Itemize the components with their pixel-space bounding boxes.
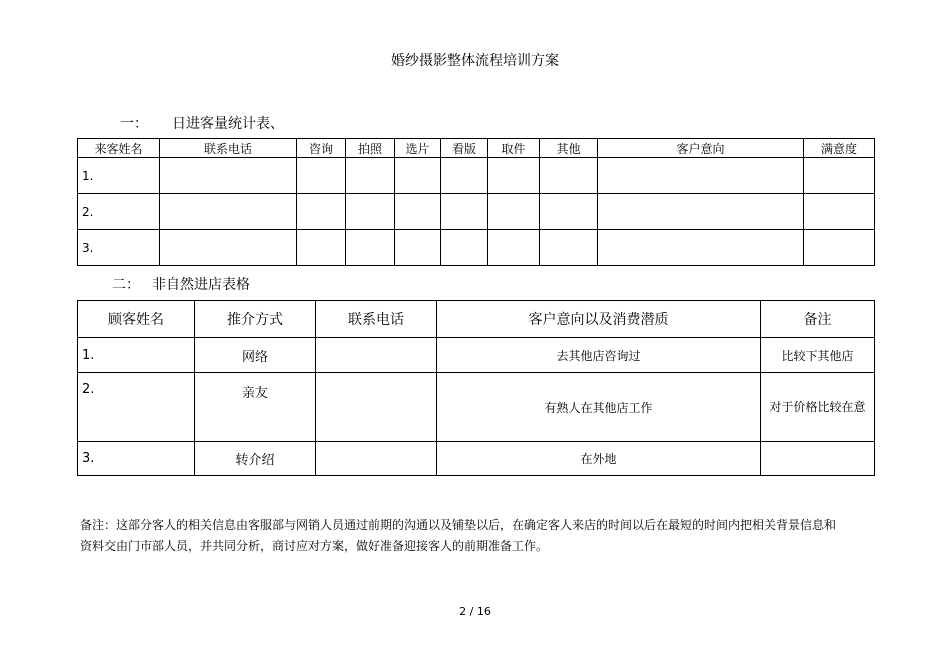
table-header-row [78, 139, 875, 158]
table-row [78, 230, 875, 266]
remark-cell: 对于价格比较在意 [761, 373, 875, 442]
phone-cell [316, 338, 437, 373]
header-cell: 联系电话 [160, 139, 297, 158]
table-row [78, 158, 875, 194]
page-indicator: 2 / 16 [459, 605, 491, 618]
header-cell: 客户意向 [598, 139, 804, 158]
table-row [78, 194, 875, 230]
section-2-number: 二： [112, 277, 140, 293]
header-cell: 满意度 [804, 139, 875, 158]
table-cell [297, 194, 346, 230]
table-cell [395, 158, 441, 194]
table-cell [160, 194, 297, 230]
table-cell [488, 194, 540, 230]
intent-cell: 有熟人在其他店工作 [437, 373, 761, 442]
row-index: 2. [78, 194, 160, 230]
section-1-number: 一： [120, 116, 148, 132]
table-cell [540, 194, 598, 230]
header-cell: 客户意向以及消费潜质 [437, 301, 761, 338]
daily-visitor-table [77, 138, 875, 266]
table-header-row [78, 301, 875, 338]
header-cell: 拍照 [346, 139, 395, 158]
header-cell: 来客姓名 [78, 139, 160, 158]
section-2-text: 非自然进店表格 [152, 277, 250, 293]
row-index: 1. [78, 338, 195, 373]
table-cell [346, 230, 395, 266]
table-cell [540, 230, 598, 266]
table-cell [598, 230, 804, 266]
table-row [78, 338, 875, 373]
referral-method-cell: 转介绍 [195, 442, 316, 476]
intent-cell: 去其他店咨询过 [437, 338, 761, 373]
table-cell [540, 158, 598, 194]
table-cell [598, 194, 804, 230]
row-index: 1. [78, 158, 160, 194]
table-cell [395, 230, 441, 266]
table-cell [804, 158, 875, 194]
header-cell: 顾客姓名 [78, 301, 195, 338]
section-1-heading [120, 113, 284, 133]
table-cell [804, 194, 875, 230]
intent-cell: 在外地 [437, 442, 761, 476]
table-row [78, 442, 875, 476]
row-index: 3. [78, 230, 160, 266]
header-cell: 备注 [761, 301, 875, 338]
table-row [78, 373, 875, 442]
header-cell: 其他 [540, 139, 598, 158]
table-cell [297, 158, 346, 194]
table-cell [346, 158, 395, 194]
phone-cell [316, 373, 437, 442]
table-cell [297, 230, 346, 266]
phone-cell [316, 442, 437, 476]
row-index: 2. [78, 373, 195, 442]
table-cell [160, 230, 297, 266]
table-cell [488, 158, 540, 194]
table-cell [804, 230, 875, 266]
header-cell: 联系电话 [316, 301, 437, 338]
referral-visitor-table [77, 300, 875, 476]
section-2-heading [112, 274, 250, 294]
header-cell: 看版 [441, 139, 488, 158]
table-cell [441, 158, 488, 194]
document-title: 婚纱摄影整体流程培训方案 [391, 53, 559, 69]
table-cell [346, 194, 395, 230]
note-paragraph: 备注：这部分客人的相关信息由客服部与网销人员通过前期的沟通以及铺垫以后，在确定客人来店的时间以后在最短的时间内把相关背景信息和资料交由门市部人员，并共同分析，商讨应对方案，做好准备迎接客人的前期准备工作。 [80, 518, 837, 553]
table-cell [598, 158, 804, 194]
remark-cell [761, 442, 875, 476]
remark-cell: 比较下其他店 [761, 338, 875, 373]
header-cell: 选片 [395, 139, 441, 158]
header-cell: 咨询 [297, 139, 346, 158]
table-cell [395, 194, 441, 230]
section-1-text: 日进客量统计表、 [172, 116, 284, 132]
table-cell [441, 194, 488, 230]
row-index: 3. [78, 442, 195, 476]
header-cell: 推介方式 [195, 301, 316, 338]
header-cell: 取件 [488, 139, 540, 158]
referral-method-cell: 网络 [195, 338, 316, 373]
table-cell [160, 158, 297, 194]
table-cell [488, 230, 540, 266]
referral-method-cell: 亲友 [195, 373, 316, 442]
table-cell [441, 230, 488, 266]
